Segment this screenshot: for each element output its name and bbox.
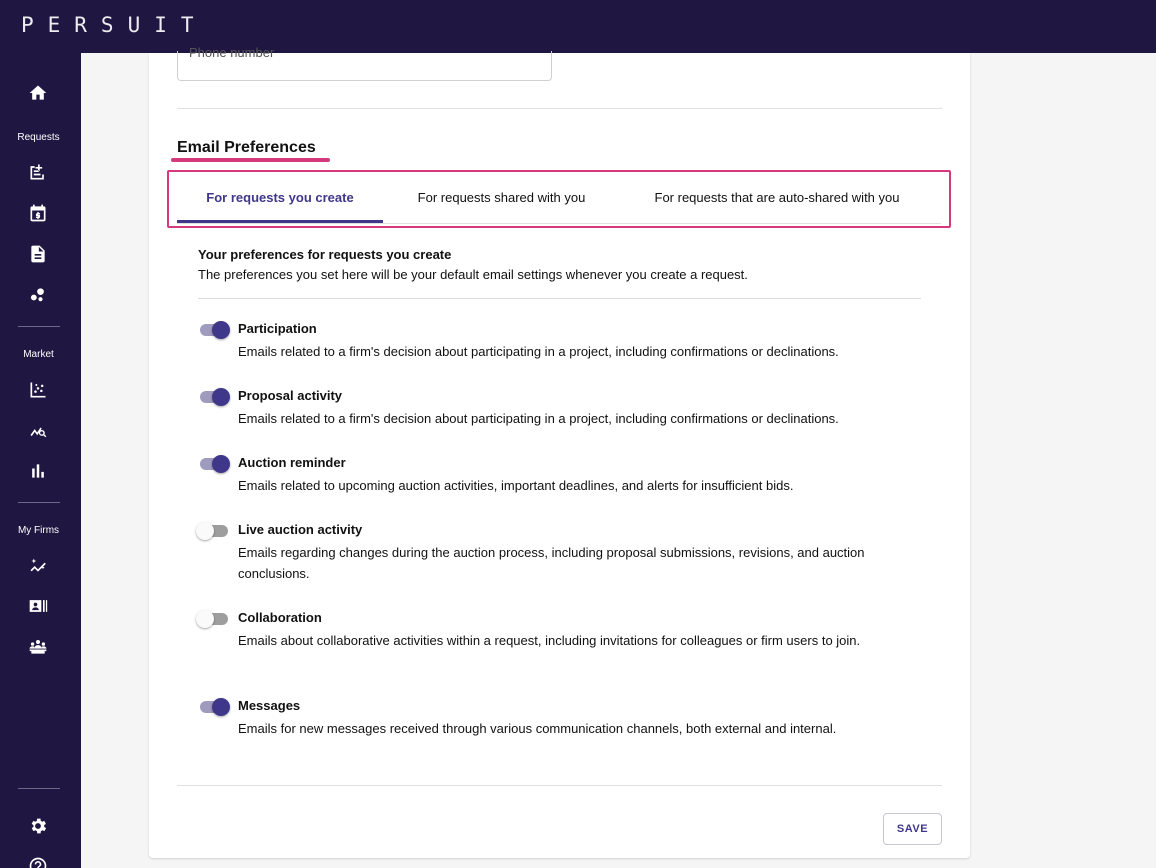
messages-toggle[interactable]: [198, 699, 232, 715]
scatter-chart-icon[interactable]: [28, 380, 48, 400]
pref-description: Emails related to upcoming auction activities, important deadlines, and alerts for insufficient bids.: [238, 478, 794, 493]
nav-section-requests: Requests: [17, 132, 60, 143]
pref-title: Auction reminder: [238, 455, 346, 470]
pref-description: Emails regarding changes during the auction process, including proposal submissions, revisions, and auction conclusions.: [238, 545, 865, 581]
team-icon[interactable]: [28, 637, 48, 657]
email-preferences-tabs: [167, 170, 951, 228]
firm-insights-icon[interactable]: [28, 556, 48, 576]
nav-section-my-firms: My Firms: [17, 525, 60, 536]
pref-title: Messages: [238, 698, 301, 713]
pref-description: Emails for new messages received through various communication channels, both external and internal.: [238, 721, 837, 736]
pref-title: Live auction activity: [238, 522, 363, 537]
home-icon[interactable]: [28, 83, 48, 103]
pref-title: Proposal activity: [238, 388, 343, 403]
nav-divider: [18, 502, 60, 503]
sidebar-nav: [0, 53, 81, 868]
add-request-icon[interactable]: [28, 162, 48, 182]
nav-section-market: Market: [23, 349, 54, 360]
market-search-icon[interactable]: [28, 420, 48, 440]
email-preferences-title: Email Preferences: [177, 139, 316, 156]
pref-title: Participation: [238, 321, 317, 336]
proposal-activity-toggle[interactable]: [198, 389, 232, 405]
help-icon[interactable]: [28, 856, 48, 868]
section-divider: [177, 108, 942, 109]
footer-divider: [177, 785, 942, 786]
auction-reminder-toggle[interactable]: [198, 456, 232, 472]
bar-chart-icon[interactable]: [28, 461, 48, 481]
save-button[interactable]: SAVE: [883, 813, 942, 845]
settings-icon[interactable]: [28, 816, 48, 836]
phone-number-placeholder: Phone number: [189, 45, 275, 60]
preferences-divider: [198, 298, 921, 299]
top-bar: [0, 0, 1156, 53]
live-auction-activity-toggle[interactable]: [198, 523, 232, 539]
pref-description: Emails related to a firm's decision about participating in a project, including confirmations or declinations.: [238, 411, 839, 426]
preferences-subheading: The preferences you set here will be your default email settings whenever you create a request.: [198, 267, 748, 282]
phone-number-field[interactable]: [177, 45, 552, 81]
tab-requests-you-create[interactable]: For requests you create: [206, 189, 354, 205]
tab-requests-shared-with-you[interactable]: For requests shared with you: [417, 189, 586, 205]
settings-card: [149, 45, 970, 858]
billing-calendar-icon[interactable]: [28, 203, 48, 223]
tabs-baseline: [177, 223, 941, 224]
document-icon[interactable]: [28, 244, 48, 264]
persuit-logo[interactable]: PERSUIT: [21, 13, 208, 37]
title-underline: [171, 158, 330, 162]
bubble-chart-icon[interactable]: [28, 285, 48, 305]
nav-divider: [18, 788, 60, 789]
contact-card-icon[interactable]: [28, 596, 48, 616]
preferences-heading: Your preferences for requests you create: [198, 247, 452, 262]
nav-divider: [18, 326, 60, 327]
collaboration-toggle[interactable]: [198, 611, 232, 627]
participation-toggle[interactable]: [198, 322, 232, 338]
pref-description: Emails about collaborative activities within a request, including invitations for colleagues or firm users to join.: [238, 633, 861, 648]
tab-requests-auto-shared[interactable]: For requests that are auto-shared with you: [654, 189, 900, 205]
pref-title: Collaboration: [238, 610, 322, 625]
pref-description: Emails related to a firm's decision about participating in a project, including confirmations or declinations.: [238, 344, 839, 359]
